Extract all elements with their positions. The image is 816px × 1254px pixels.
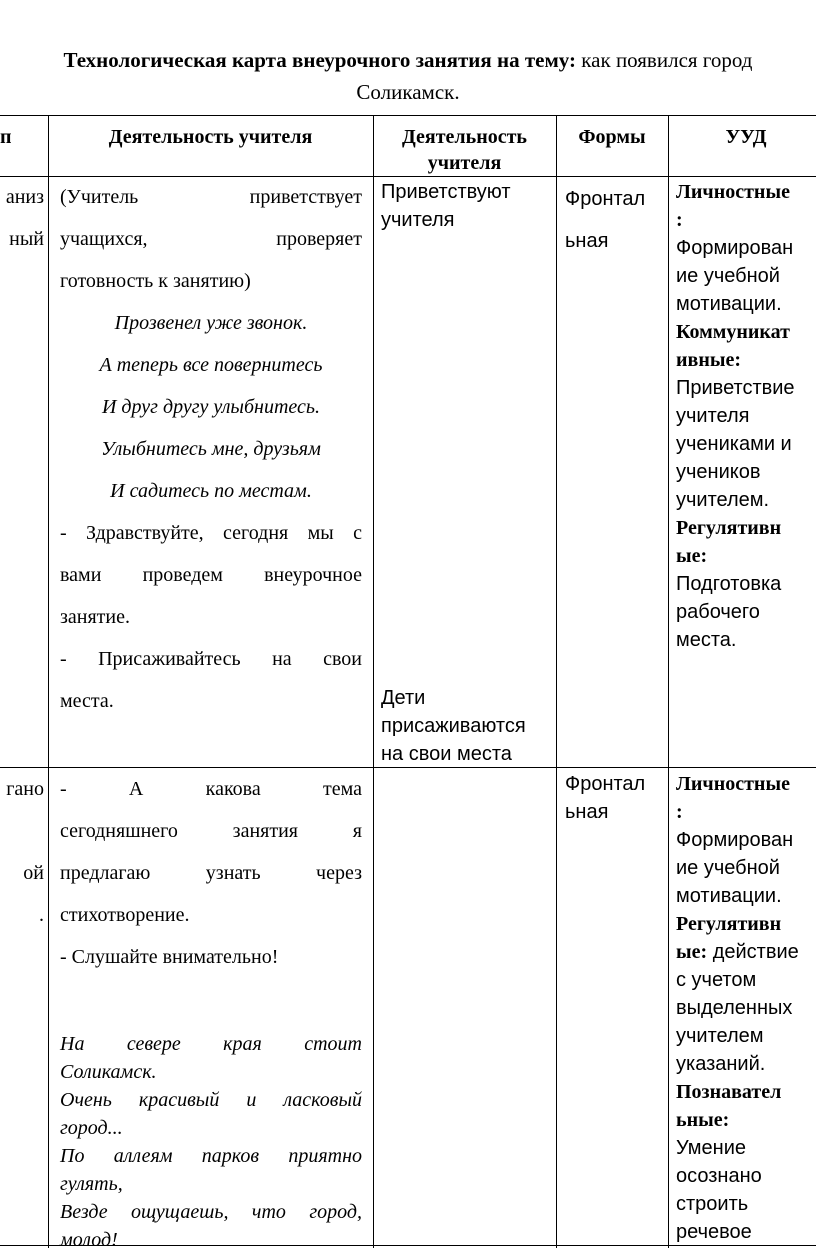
uud-line (676, 206, 816, 234)
uud-text: Умение (676, 1137, 747, 1159)
poem-line: И садитесь по местам. (110, 480, 312, 502)
poem-line: На севере края стоит (60, 1033, 362, 1055)
row2-stage-line: гано (6, 778, 44, 800)
teacher-text-line: - Здравствуйте, сегодня мы с (60, 522, 362, 544)
teacher-text-line: места. (60, 690, 114, 712)
uud-text: мотивации. (676, 293, 782, 315)
uud-category: ые: (676, 545, 708, 567)
row1-forms (565, 178, 665, 262)
row1-teacher-activity (60, 176, 362, 722)
uud-text: учеников (676, 461, 761, 483)
uud-category: Коммуникат (676, 321, 790, 343)
uud-text: с учетом (676, 969, 757, 991)
uud-category: ьные: (676, 1109, 730, 1131)
uud-line (676, 402, 816, 430)
uud-text: Формирован (676, 237, 794, 259)
uud-line (676, 1218, 816, 1246)
poem-line: Улыбнитесь мне, друзьям (101, 438, 321, 460)
row2-stage-line (0, 810, 44, 852)
forms-line: Фронтал (565, 188, 646, 210)
teacher-text-line: - Слушайте внимательно! (60, 946, 279, 968)
uud-line (676, 1134, 816, 1162)
uud-text: учителем (676, 1025, 764, 1047)
header-stage: п (0, 126, 12, 148)
forms-line: Фронтал (565, 773, 646, 795)
uud-line (676, 826, 816, 854)
uud-category: Познавател (676, 1081, 782, 1103)
row2-stage (0, 768, 44, 936)
row2-teacher-activity (60, 768, 362, 1254)
forms-line: ьная (565, 230, 609, 252)
uud-line (676, 882, 816, 910)
uud-line (676, 430, 816, 458)
uud-line (676, 1190, 816, 1218)
teacher-text-line: сегодняшнего занятия я (60, 820, 362, 842)
uud-text: строить (676, 1193, 749, 1215)
poem-line: А теперь все повернитесь (99, 354, 323, 376)
teacher-text-line: (Учитель приветствует (60, 186, 362, 208)
uud-text: выделенных (676, 997, 793, 1019)
row2-uud (676, 770, 816, 1246)
student-text-line: Дети (381, 687, 426, 709)
uud-category: Личностные (676, 181, 790, 203)
header-forms: Формы (578, 126, 646, 148)
uud-category: ые: (676, 941, 708, 963)
uud-line (676, 910, 816, 938)
teacher-text-line: предлагаю узнать через (60, 862, 362, 884)
row1-student-activity-top (381, 178, 553, 234)
uud-line (676, 458, 816, 486)
col-divider-4 (668, 115, 669, 1248)
uud-text: учителем. (676, 489, 770, 511)
uud-text: действие (707, 941, 799, 963)
uud-text: мотивации. (676, 885, 782, 907)
col-divider-1 (48, 115, 49, 1248)
poem-line: гулять, (60, 1173, 123, 1195)
student-text-line: Приветствуют (381, 181, 511, 203)
poem-line: молод! (60, 1229, 118, 1251)
row1-student-activity-bottom (381, 684, 553, 768)
teacher-text-line: учащихся, проверяет (60, 228, 362, 250)
page-title (0, 44, 816, 108)
teacher-text-line: готовность к занятию) (60, 270, 251, 292)
uud-text: места. (676, 629, 737, 651)
poem-line: Очень красивый и ласковый (60, 1089, 362, 1111)
title-rest: как появился город (576, 48, 753, 72)
row1-stage-line: аниз (5, 186, 44, 208)
uud-text: осознано (676, 1165, 762, 1187)
table-top-border (0, 115, 816, 116)
poem-line: И друг другу улыбнитесь. (101, 396, 320, 418)
uud-text: учителя (676, 405, 750, 427)
uud-line (676, 1162, 816, 1190)
uud-category: : (676, 209, 683, 231)
uud-line (676, 178, 816, 206)
poem-line: Везде ощущаешь, что город, (60, 1201, 362, 1223)
uud-line (676, 798, 816, 826)
uud-line (676, 854, 816, 882)
uud-text: речевое (676, 1221, 752, 1243)
uud-category: : (676, 801, 683, 823)
uud-line (676, 770, 816, 798)
uud-text: рабочего (676, 601, 760, 623)
student-text-line: на свои места (381, 743, 512, 765)
uud-text: Подготовка (676, 573, 782, 595)
uud-category: ивные: (676, 349, 741, 371)
title-bold: Технологическая карта внеурочного занятия на тему: (63, 48, 577, 72)
uud-line (676, 262, 816, 290)
uud-line (676, 994, 816, 1022)
student-text-line: присаживаются (381, 715, 526, 737)
uud-line (676, 318, 816, 346)
poem-line: город... (60, 1117, 123, 1139)
row2-stage-line: ой (23, 862, 44, 884)
uud-text: ие учебной (676, 265, 780, 287)
poem-line: По аллеям парков приятно (60, 1145, 362, 1167)
col-divider-2 (373, 115, 374, 1248)
uud-line (676, 1078, 816, 1106)
uud-line (676, 542, 816, 570)
uud-line (676, 290, 816, 318)
uud-text: Приветствие (676, 377, 795, 399)
header-student-activity: Деятельность учителя (402, 126, 527, 174)
poem-line: Соликамск. (60, 1061, 157, 1083)
row2-forms (565, 770, 665, 826)
row2-stage-line: . (39, 904, 44, 926)
col-divider-3 (556, 115, 557, 1248)
row1-uud (676, 178, 816, 654)
header-uud: УУД (725, 126, 767, 148)
teacher-text-line: стихотворение. (60, 904, 190, 926)
teacher-text-line: - А какова тема (60, 778, 362, 800)
uud-line (676, 966, 816, 994)
uud-line (676, 1050, 816, 1078)
title-line2: Соликамск. (356, 80, 460, 104)
uud-text: ие учебной (676, 857, 780, 879)
uud-category: Регулятивн (676, 517, 782, 539)
teacher-text-line: - Присаживайтесь на свои (60, 648, 362, 670)
uud-line (676, 234, 816, 262)
uud-line (676, 1106, 816, 1134)
uud-line (676, 346, 816, 374)
uud-line (676, 938, 816, 966)
student-text-line: учителя (381, 209, 455, 231)
teacher-text-line: занятие. (60, 606, 130, 628)
row1-stage (0, 176, 44, 260)
uud-text: указаний. (676, 1053, 766, 1075)
uud-line (676, 1022, 816, 1050)
uud-line (676, 598, 816, 626)
uud-line (676, 570, 816, 598)
uud-line (676, 514, 816, 542)
uud-text: учениками и (676, 433, 792, 455)
uud-category: Регулятивн (676, 913, 782, 935)
poem-line: Прозвенел уже звонок. (114, 312, 308, 334)
teacher-text-line: вами проведем внеурочное (60, 564, 362, 586)
uud-category: Личностные (676, 773, 790, 795)
forms-line: ьная (565, 801, 609, 823)
uud-text: Формирован (676, 829, 794, 851)
header-teacher-activity: Деятельность учителя (108, 126, 313, 148)
row1-stage-line: ный (9, 228, 44, 250)
uud-line (676, 626, 816, 654)
uud-line (676, 486, 816, 514)
uud-line (676, 374, 816, 402)
